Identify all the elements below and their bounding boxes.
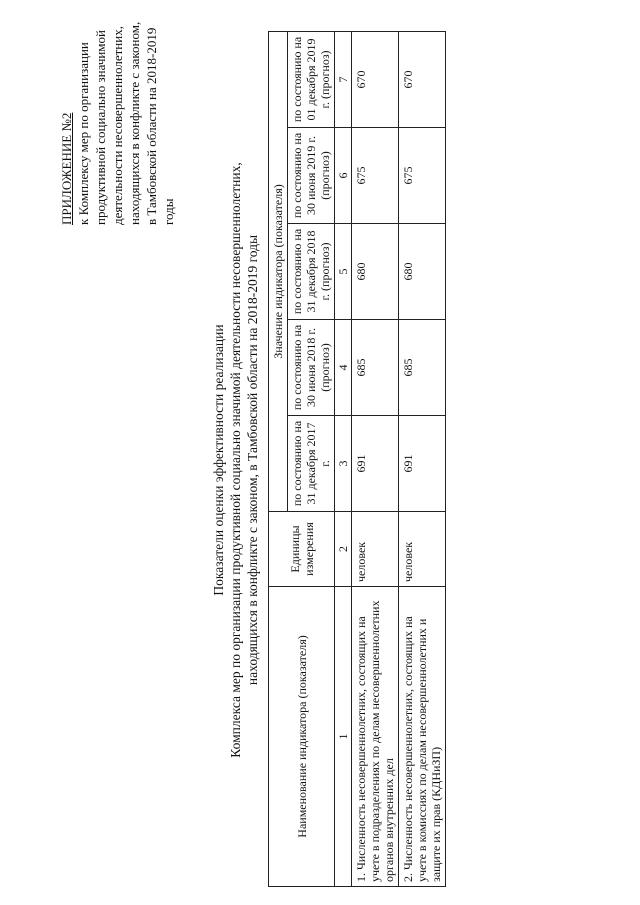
heading-line-2: Комплекса мер по организации продуктивной социально значимой деятельности несовершеннолетних, находящихся в конфликте с законом, в Тамбовской области на 2018-2019 годы [228,162,260,758]
column-number: 1 [335,587,352,887]
indicator-name: 1. Численность несовершеннолетних, состоящих на учете в подразделениях по делам несовершеннолетних органов внутренних дел [352,587,399,887]
column-number: 3 [335,416,352,512]
indicator-value: 675 [399,128,446,224]
column-numbers-row [335,31,352,886]
appendix-text: к Комплексу мер по организации продуктивной социально значимой деятельности несовершеннолетних, находящихся в конфликте с законом, в Тамбовской области на 2018-2019 годы [76,21,176,225]
column-number: 7 [335,31,352,127]
document-heading [210,135,261,785]
header-unit: Единицы измерения [269,512,335,587]
indicator-unit: человек [399,512,446,587]
header-period: по состоянию на 30 июня 2018 г. (прогноз) [288,320,335,416]
table-row [399,31,446,886]
appendix-title: ПРИЛОЖЕНИЕ №2 [59,112,74,225]
indicator-value: 691 [352,416,399,512]
indicator-value: 675 [352,128,399,224]
column-number: 4 [335,320,352,416]
column-number: 6 [335,128,352,224]
table-header-row [269,31,288,886]
indicators-table [268,31,446,887]
appendix-block [58,15,177,225]
indicator-value: 680 [352,224,399,320]
table-row [352,31,399,886]
indicator-unit: человек [352,512,399,587]
indicator-value: 670 [399,31,446,127]
header-period: по состоянию на 30 июня 2019 г. (прогноз) [288,128,335,224]
header-period: по состоянию на 01 декабря 2019 г. (прогноз) [288,31,335,127]
header-period: по состоянию на 31 декабря 2018 г. (прогноз) [288,224,335,320]
indicator-value: 670 [352,31,399,127]
column-number: 2 [335,512,352,587]
indicator-value: 685 [352,320,399,416]
indicator-value: 680 [399,224,446,320]
indicator-value: 691 [399,416,446,512]
header-period: по состоянию на 31 декабря 2017 г. [288,416,335,512]
header-value-group: Значение индикатора (показателя) [269,31,288,511]
heading-line-1: Показатели оценки эффективности реализации [211,324,226,596]
indicator-name: 2. Численность несовершеннолетних, состоящих на учете в комиссиях по делам несовершеннолетних и защите их прав (КДНиЗП) [399,587,446,887]
indicator-value: 685 [399,320,446,416]
header-indicator-name: Наименование индикатора (показателя) [269,587,335,887]
column-number: 5 [335,224,352,320]
